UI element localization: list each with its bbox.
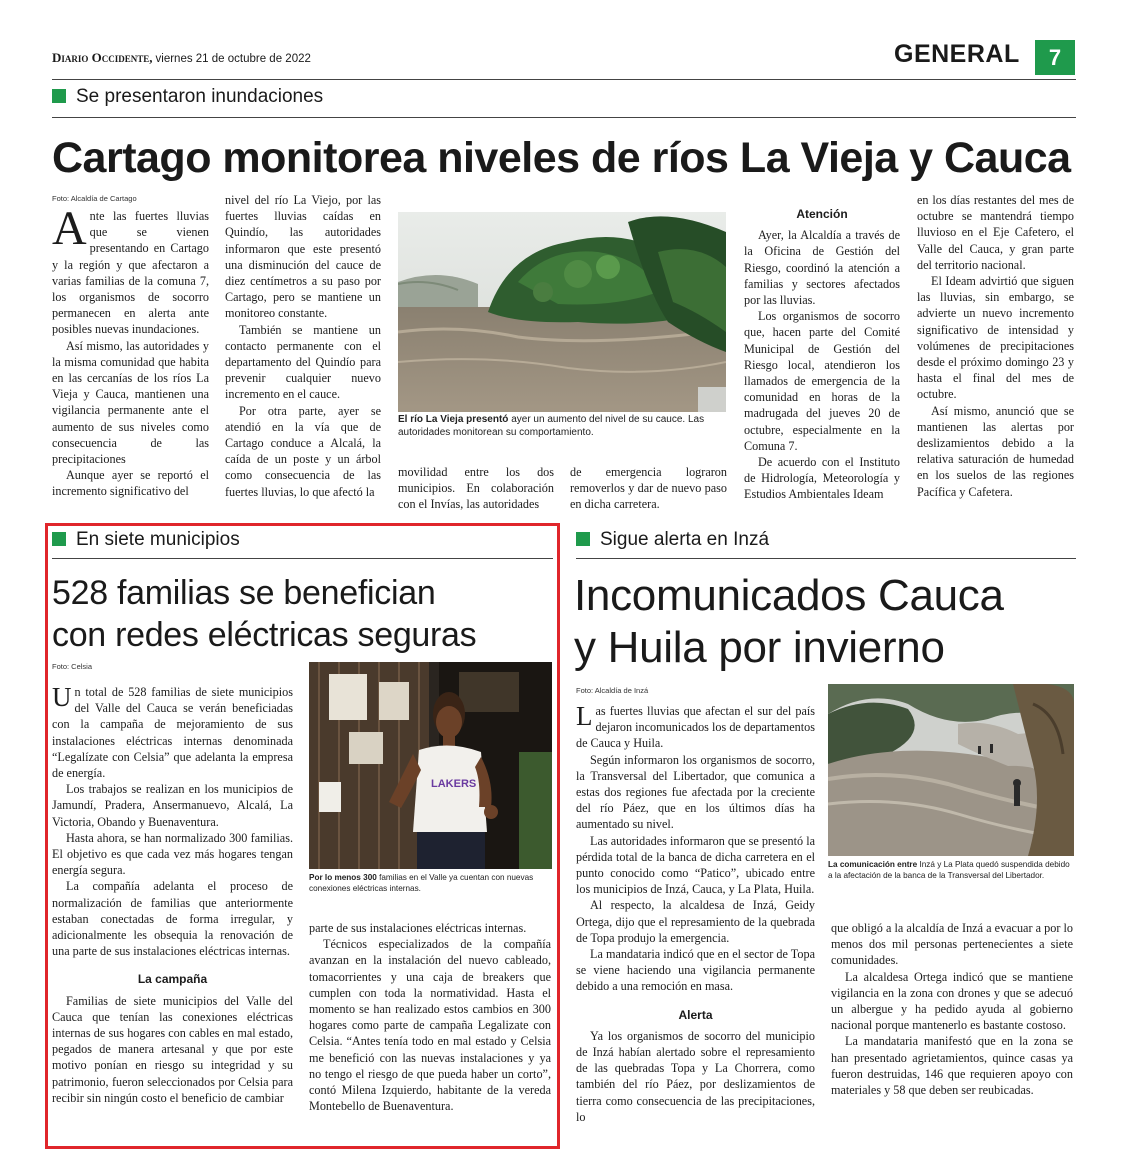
paragraph: movilidad entre los dos municipios. En colaboración con el Invías, las autoridades	[398, 465, 554, 512]
headline-line: 528 familias se benefician	[52, 574, 436, 612]
paragraph: Así mismo, anunció que se mantienen las alertas por deslizamientos debido a la relativa saturación de humedad en los suelos de las regiones Pacífica y Cafetera.	[917, 403, 1074, 499]
paragraph: as fuertes lluvias que afectan el sur del país dejaron incomunicados los de departamentos de Cauca y Huila.	[576, 704, 815, 751]
paragraph: Los organismos de socorro que, hacen parte del Comité Municipal de Gestión del Riesgo local, atendieron los llamados de emergencia de la comunidad en horas de la madrugada del jueves 20 de octubre, especialmente en la Comuna 7.	[744, 309, 900, 453]
top-story-column-2	[225, 192, 381, 500]
paragraph: Ayer, la Alcaldía a través de la Oficina de Gestión del Riesgo, coordinó la atención a familias y sectores afectados por las lluvias.	[744, 228, 900, 308]
masthead-dateline	[52, 50, 311, 66]
paragraph: Familias de siete municipios del Valle del Cauca que tenían las conexiones eléctricas internas de sus hogares con cables en mal estado, pegados de manera artesanal y que por este motivo ponían en riesgo su integridad y su patrimonio, fueron seleccionados por Celsia para recibir sin ningún costo el beneficio de cambiar	[52, 993, 293, 1105]
paragraph: La compañía adelanta el proceso de normalización de familias que anteriormente estaban conectadas de forma irregular, y adicionalmente les obsequia la renovación de una parte de sus instalaciones eléctricas internas.	[52, 879, 293, 959]
caption-lead: La comunicación entre	[828, 860, 918, 869]
top-story-column-4	[570, 464, 727, 513]
left-photo-credit: Foto: Celsia	[52, 662, 93, 671]
top-story-column-1	[52, 202, 209, 500]
right-story-kicker	[576, 529, 769, 551]
left-story-headline	[52, 572, 476, 656]
top-story-column-3	[398, 464, 554, 513]
celsia-photo	[309, 662, 552, 869]
paragraph: Ya los organismos de socorro del municipio de Inzá habían alertado sobre el represamiento de las quebradas Topa y La Chorrera, como también del río Páez, por deslizamientos de tierra como consecuencia de las precipitaciones, lo	[576, 1028, 815, 1124]
road-photo-image	[828, 684, 1074, 856]
right-photo-credit: Foto: Alcaldía de Inzá	[576, 686, 649, 695]
green-square-icon	[52, 532, 66, 546]
issue-date: viernes 21 de octubre de 2022	[155, 53, 311, 65]
kicker-text: Sigue alerta en Inzá	[600, 529, 770, 550]
kicker-text: Se presentaron inundaciones	[76, 86, 324, 107]
masthead-rule	[52, 79, 1076, 80]
page-number: 7	[1035, 40, 1075, 75]
river-photo-image	[398, 212, 726, 412]
road-photo	[828, 684, 1074, 856]
river-photo	[398, 212, 726, 412]
left-story-kicker	[52, 529, 240, 551]
river-photo-caption	[398, 414, 728, 439]
paragraph: Según informaron los organismos de socorro, la Transversal del Libertador, que comunica a estas dos regiones fue afectada por la creciente del río Páez, que en los últimos días ha aumentado su nivel.	[576, 752, 815, 832]
paragraph: Al respecto, la alcaldesa de Inzá, Geidy Ortega, dijo que el represamiento de la quebrada de Topa produjo la emergencia.	[576, 898, 815, 945]
top-story-headline: Cartago monitorea niveles de ríos La Vieja y Cauca	[52, 134, 1071, 182]
paragraph: nte las fuertes lluvias que se vienen presentando en Cartago y la región y que afectaron a varias familias de la comuna 7, los organismos de socorro permanecen en alerta ante posibles nuevas inundaciones.	[52, 209, 209, 337]
paragraph: Los trabajos se realizan en los municipios de Jamundí, Pradera, Ansermanuevo, Alcalá, La Victoria, Obando y Buenaventura.	[52, 782, 293, 829]
subhead-atencion: Atención	[796, 207, 848, 221]
paragraph: Así mismo, las autoridades y la misma comunidad que habita en las cercanías de los ríos La Vieja y Cauca, mantienen una vigilancia permanente ante el aumento de sus niveles como consecuencia de las precipitaciones	[52, 338, 209, 467]
paper-name: Diario Occidente,	[52, 50, 153, 65]
paragraph: n total de 528 familias de siete municipios del Valle del Cauca se verán beneficiadas con la campaña de mejoramiento de sus instalaciones eléctricas internas denominada “Legalízate con Celsia” que adelanta la empresa de energía.	[52, 685, 293, 781]
top-story-kicker	[52, 86, 323, 108]
paragraph: Hasta ahora, se han normalizado 300 familias. El objetivo es que cada vez más hogares tengan energía segura.	[52, 830, 293, 878]
shirt-logo-text: LAKERS	[431, 778, 477, 790]
kicker-rule	[52, 558, 553, 559]
headline-line: Incomunicados Cauca	[574, 571, 1004, 620]
paragraph: que obligó a la alcaldía de Inzá a evacuar a por lo menos dos mil personas pertenecientes a siete comunidades.	[831, 921, 1073, 968]
dropcap: A	[52, 202, 87, 255]
paragraph: Las autoridades informaron que se presentó la pérdida total de la banca de dicha carretera en el punto conocido como “Patico”, ubicado entre los municipios de Inzá, Cauca, y La Plata, Huila.	[576, 833, 815, 897]
top-photo-credit: Foto: Alcaldía de Cartago	[52, 194, 137, 203]
left-story-column-1	[52, 684, 293, 1106]
kicker-rule	[576, 558, 1076, 559]
paragraph: De acuerdo con el Instituto de Hidrología, Meteorología y Estudios Ambientales Ideam	[744, 455, 900, 502]
top-story-column-5	[744, 200, 900, 503]
caption-text: Inzá y La Plata quedó suspendida debido a la afectación de la banca de la Transversal del Libertador.	[828, 860, 1070, 880]
celsia-photo-caption	[309, 873, 555, 894]
headline-line: y Huila por invierno	[574, 623, 945, 672]
paragraph: La mandataria manifestó que en la zona se han presentado agrietamientos, quince casas ya fueron destruidas, 146 que requieren apoyo con materiales y 58 que deben ser reubicadas.	[831, 1034, 1073, 1098]
paragraph: Por otra parte, ayer se atendió en la vía que de Cartago conduce a Alcalá, la caída de un poste y un árbol como consecuencia de las fuertes lluvias, lo que afectó la	[225, 403, 381, 499]
paragraph: nivel del río La Viejo, por las fuertes lluvias caídas en Quindío, las autoridades informaron que este presentó una disminución del cauce de diez centímetros a su paso por Cartago, pero se mantiene un monitoreo constante.	[225, 193, 381, 321]
paragraph: También se mantiene un contacto permanente con el departamento del Quindío para prevenir cualquier nuevo incremento en el cauce.	[225, 322, 381, 402]
section-name: GENERAL	[894, 40, 1020, 68]
paragraph: La alcaldesa Ortega indicó que se mantiene vigilancia en la zona con drones y que se adecuó un albergue y ha pedido ayuda al gobierno nacional porque mantenerlo es bastante costoso.	[831, 969, 1073, 1033]
kicker-rule	[52, 117, 1076, 118]
dropcap: U	[52, 682, 72, 712]
right-story-headline	[574, 570, 1004, 674]
headline-line: con redes eléctricas seguras	[52, 616, 477, 654]
caption-lead: El río La Vieja presentó	[398, 414, 509, 425]
caption-text: ayer un aumento del nivel de su cauce. Las autoridades monitorean su comportamiento.	[398, 414, 705, 438]
caption-lead: Por lo menos 300	[309, 873, 377, 882]
subhead-la-campana: La campaña	[137, 972, 208, 987]
paragraph: Técnicos especializados de la compañía avanzan en la instalación del nuevo cableado, tomacorrientes y una caja de breakers que cumplen con toda la normatividad. Hasta el momento se han realizado estos cambios en 300 hogares como parte de campaña Legalizate con Celsia. “Antes tenía todo en mal estado y Celsia me benefició con las nuevas instalaciones y ya no tengo el riesgo de que pueda haber un corto”, contó Milena Izquierdo, habitante de la vereda Montebello de Buenaventura.	[309, 937, 551, 1114]
celsia-photo-image	[309, 662, 552, 869]
top-story-column-6	[917, 192, 1074, 500]
paragraph: parte de sus instalaciones eléctricas internas.	[309, 921, 527, 935]
road-photo-caption	[828, 860, 1075, 881]
paragraph: La mandataria indicó que en el sector de Topa se viene haciendo una vigilancia permanente debido a una remoción en masa.	[576, 947, 815, 994]
right-story-column-1	[576, 703, 815, 1125]
kicker-text: En siete municipios	[76, 529, 240, 550]
subhead-alerta: Alerta	[678, 1007, 713, 1022]
green-square-icon	[52, 89, 66, 103]
paragraph: El Ideam advirtió que siguen las lluvias, sin embargo, se advierte un nuevo incremento significativo de intensidad y volúmenes de precipitaciones desde el próximo domingo 23 y hasta el final del mes de octubre.	[917, 274, 1074, 402]
paragraph: Aunque ayer se reportó el incremento significativo del	[52, 468, 209, 499]
dropcap: L	[576, 701, 593, 731]
left-story-column-2	[309, 920, 551, 1114]
caption-text: familias en el Valle ya cuentan con nuevas conexiones eléctricas internas.	[309, 873, 534, 893]
paragraph: en los días restantes del mes de octubre se mantendrá tiempo lluvioso en el Eje Cafetero, el Valle del Cauca, y gran parte del territorio nacional.	[917, 193, 1074, 272]
right-story-column-2	[831, 920, 1073, 1098]
green-square-icon	[576, 532, 590, 546]
paragraph: de emergencia lograron removerlos y dar de nuevo paso en dicha carretera.	[570, 465, 727, 512]
